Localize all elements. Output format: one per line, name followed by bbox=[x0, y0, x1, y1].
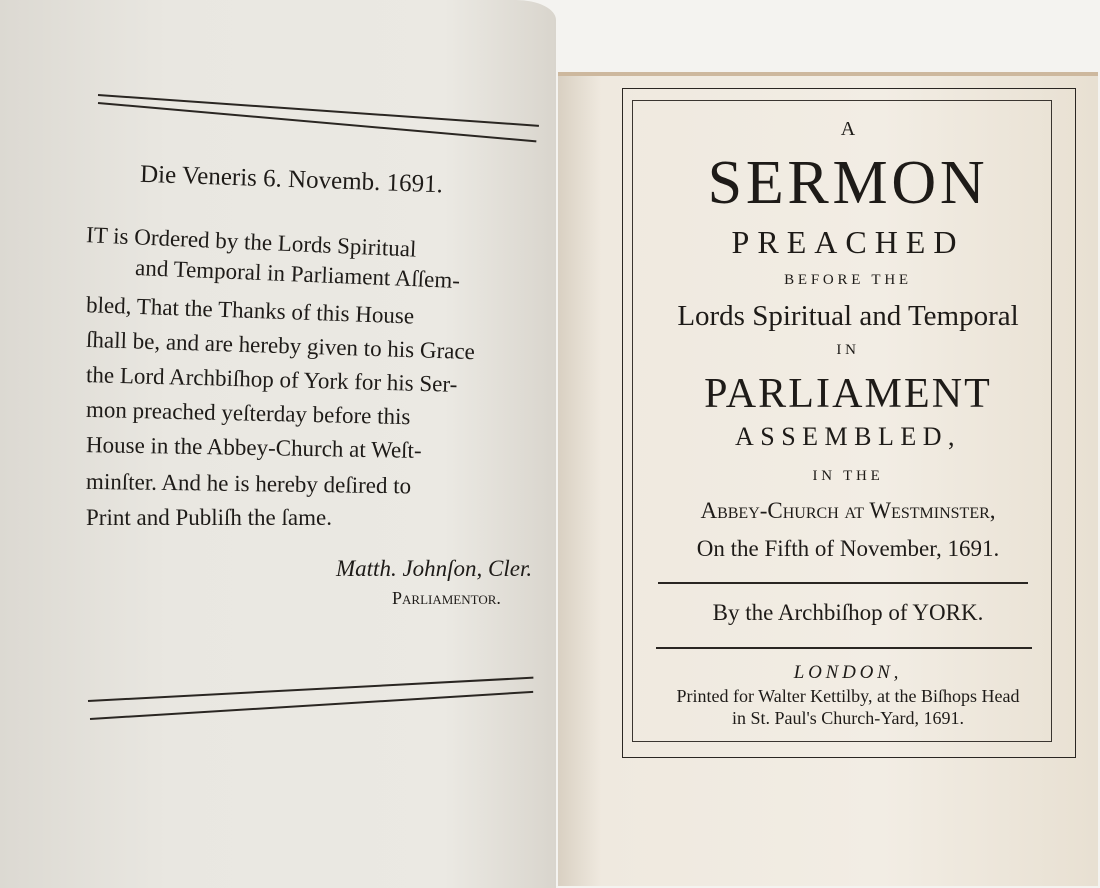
body-line: IT is Ordered by the Lords Spiritual bbox=[85, 222, 417, 262]
title-sermon: SERMON bbox=[707, 149, 989, 217]
title-before-the: BEFORE THE bbox=[784, 272, 912, 288]
body-line: and Temporal in Parliament Aſſem- bbox=[134, 254, 461, 294]
body-line: mon preached yeſterday before this bbox=[85, 396, 411, 430]
title-preached: PREACHED bbox=[731, 224, 965, 260]
imprint-place: in St. Paul's Church-Yard, 1691. bbox=[732, 708, 964, 728]
title-rule-1 bbox=[658, 582, 1028, 584]
title-in: IN bbox=[836, 342, 860, 358]
title-author: By the Archbiſhop of YORK. bbox=[712, 600, 984, 625]
body-line: ſhall be, and are hereby given to his Grace bbox=[85, 326, 476, 365]
signature: Matth. Johnſon, Cler. bbox=[336, 556, 533, 581]
title-in-the: IN THE bbox=[812, 468, 884, 484]
imprint-printed: Printed for Walter Kettilby, at the Biſhops Head bbox=[676, 686, 1020, 706]
body-line: the Lord Archbiſhop of York for his Ser- bbox=[85, 362, 458, 397]
signature-title: Parliamentor. bbox=[392, 588, 501, 608]
imprint-london: LONDON, bbox=[793, 662, 903, 683]
order-heading: Die Veneris 6. Novemb. 1691. bbox=[139, 160, 444, 199]
title-assembled: ASSEMBLED, bbox=[734, 422, 962, 451]
title-a: A bbox=[840, 118, 856, 140]
body-line: House in the Abbey-Church at Weſt- bbox=[85, 432, 422, 463]
title-date: On the Fifth of November, 1691. bbox=[696, 536, 1000, 561]
title-parliament: PARLIAMENT bbox=[704, 371, 992, 417]
body-line: minſter. And he is hereby deſired to bbox=[85, 468, 412, 499]
title-abbey: Abbey-Church at Westminster, bbox=[700, 498, 996, 523]
body-line: bled, That the Thanks of this House bbox=[85, 292, 415, 329]
title-rule-2 bbox=[656, 647, 1032, 649]
body-line: Print and Publiſh the ſame. bbox=[86, 505, 332, 530]
title-lords: Lords Spiritual and Temporal bbox=[677, 300, 1019, 332]
